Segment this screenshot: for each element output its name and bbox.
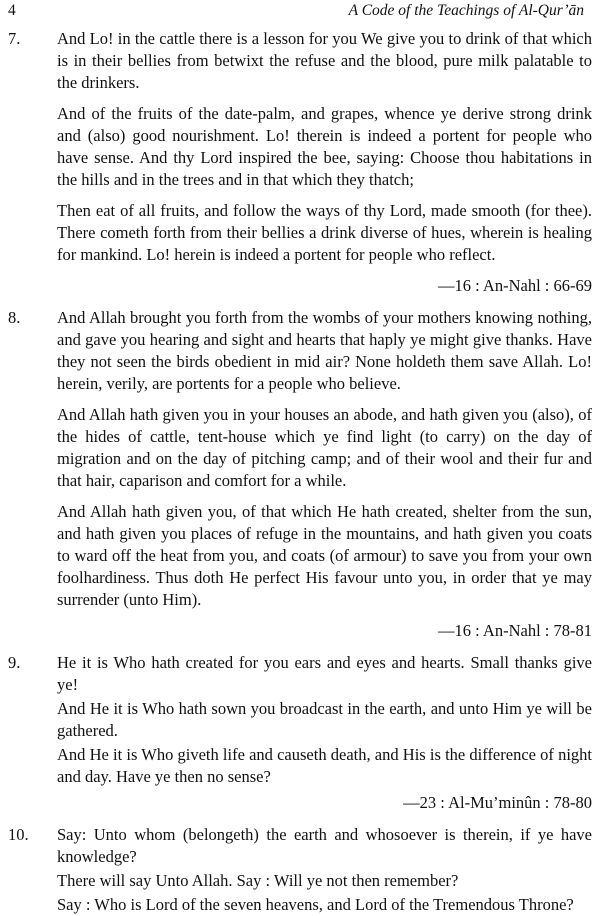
- verse-entry-10: [4, 824, 592, 916]
- page-number: 4: [8, 2, 16, 19]
- entry-number: 7.: [8, 29, 21, 48]
- verse-paragraph: And of the fruits of the date-palm, and grapes, whence ye derive strong drink and (also) good nourishment. Lo! therein is indeed a portent for people who have sense. And thy Lord inspired the bee, saying: Choose thou habitations in the hills and in the trees and in that which they thatch;: [57, 104, 592, 189]
- verse-paragraph: And He it is Who giveth life and causeth death, and His is the difference of night and day. Have ye then no sense?: [57, 745, 592, 786]
- verse-paragraph: And Allah hath given you, of that which He hath created, shelter from the sun, and hath given you places of refuge in the mountains, and hath given you coats to ward off the heat from you, and coats (of armour) to save you from your own foolhardiness. Thus doth He perfect His favour unto you, in order that ye may surrender (unto Him).: [57, 502, 592, 609]
- verse-paragraph: And He it is Who hath sown you broadcast in the earth, and unto Him ye will be gathered.: [57, 699, 592, 740]
- verse-paragraph: Say: Unto whom (belongeth) the earth and whosoever is therein, if ye have knowledge?: [57, 825, 592, 866]
- entry-body: [57, 307, 592, 642]
- verse-entry-8: [4, 307, 592, 642]
- page-header: [4, 0, 592, 22]
- entry-body: [57, 824, 592, 916]
- verse-paragraph: He it is Who hath created for you ears and eyes and hearts. Small thanks give ye!: [57, 653, 592, 694]
- running-title: A Code of the Teachings of Al-Qur’ān: [348, 2, 584, 19]
- entry-body: [57, 28, 592, 297]
- entry-number: 9.: [8, 653, 21, 672]
- verse-reference: —16 : An-Nahl : 78-81: [438, 621, 592, 640]
- verse-entry-9: [4, 652, 592, 814]
- verse-entry-7: [4, 28, 592, 297]
- verse-paragraph: Then eat of all fruits, and follow the ways of thy Lord, made smooth (for thee). There cometh forth from their bellies a drink diverse of hues, wherein is healing for mankind. Lo! herein is indeed a portent for people who reflect.: [57, 201, 592, 264]
- verse-paragraph: There will say Unto Allah. Say : Will ye not then remember?: [57, 871, 459, 890]
- verse-paragraph: Say : Who is Lord of the seven heavens, and Lord of the Tremendous Throne?: [57, 895, 574, 914]
- verse-paragraph: And Allah brought you forth from the wombs of your mothers knowing nothing, and gave you hearing and sight and hearts that haply ye might give thanks. Have they not seen the birds obedient in mid air? None holdeth them save Allah. Lo! herein, verily, are portents for a people who believe.: [57, 308, 592, 393]
- entry-body: [57, 652, 592, 814]
- verse-paragraph: And Lo! in the cattle there is a lesson for you We give you to drink of that which is in their bellies from betwixt the refuse and the blood, pure milk palatable to the drinkers.: [57, 29, 592, 92]
- verse-paragraph: And Allah hath given you in your houses an abode, and hath given you (also), of the hides of cattle, tent-house which ye find light (to carry) on the day of migration and on the day of pitching camp; and of their wool and their fur and that hair, caparison and comfort for a while.: [57, 405, 592, 490]
- entry-number: 10.: [8, 825, 29, 844]
- verse-reference: —16 : An-Nahl : 66-69: [438, 276, 592, 295]
- verse-reference: —23 : Al-Mu’minûn : 78-80: [403, 793, 592, 812]
- entry-number: 8.: [8, 308, 21, 327]
